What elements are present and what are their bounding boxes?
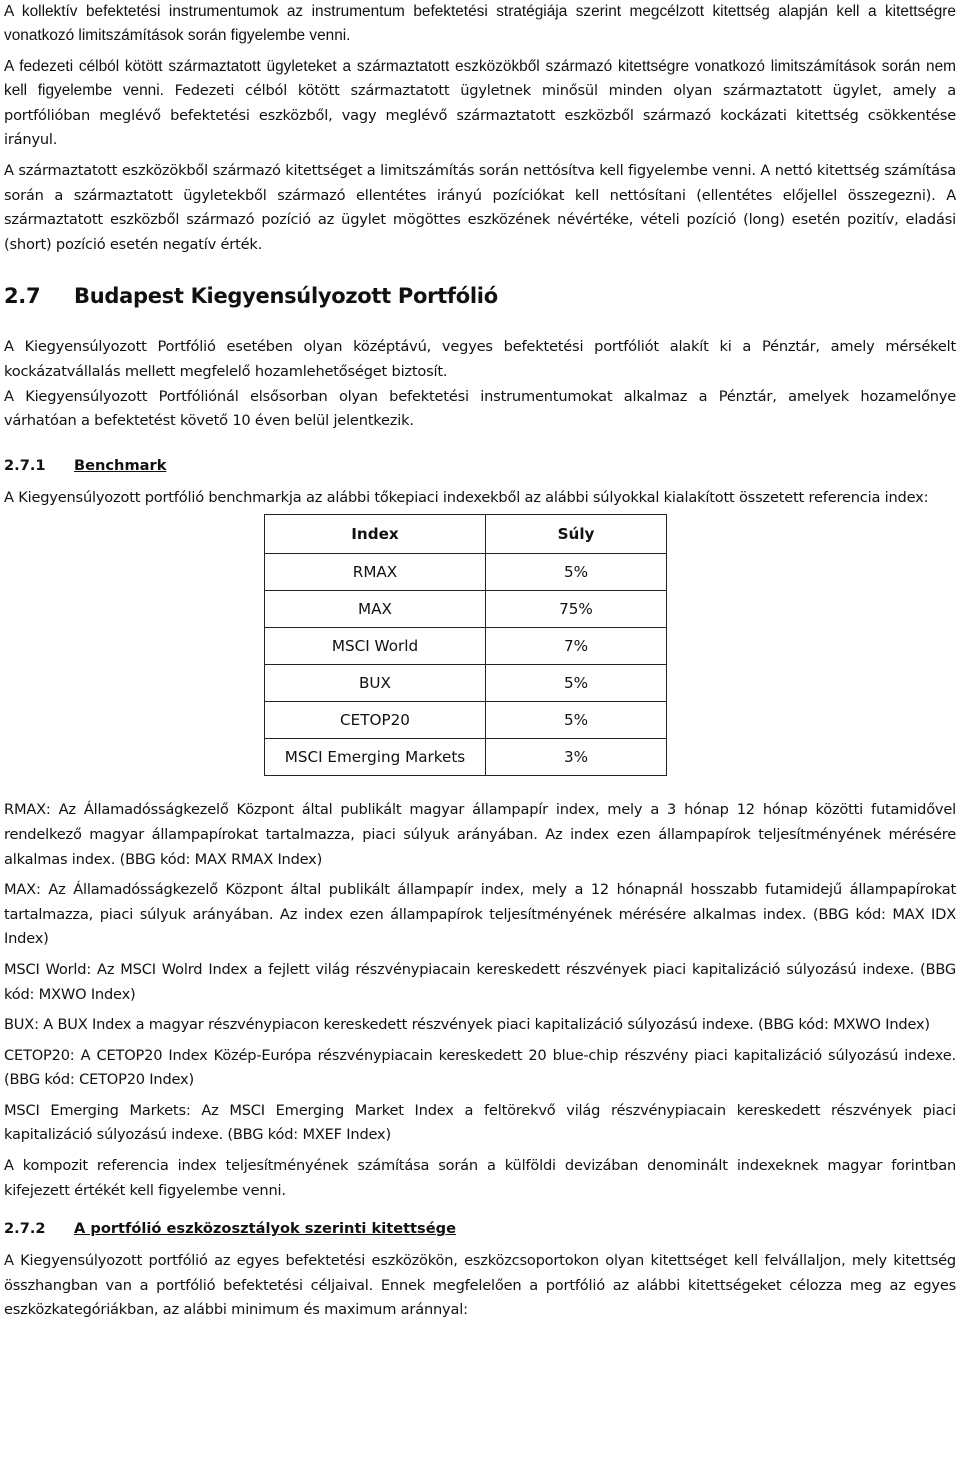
definition-max: MAX: Az Államadósságkezelő Központ által publikált állampapír index, mely a 12 hónapnál hosszabb futamidejű állampapírokat tartalmazza, piaci súlyuk arányában. Az index ezen állampapírok teljesítményének mérésére alkalmas index. (BBG kód: MAX IDX Index)	[4, 881, 956, 948]
definition-rmax: RMAX: Az Államadósságkezelő Központ által publikált magyar állampapír index, mely a 3 hónap 12 hónap közötti futamidővel rendelkező magyar állampapírokat tartalmazza, piaci súlyuk arányában. Az index ezen állampapírok teljesítményének mérésére alkalmas index. (BBG kód: MAX RMAX Index)	[4, 801, 956, 868]
composite-note: A kompozit referencia index teljesítményének számítása során a külföldi devizában denominált indexeknek magyar forintban kifejezett értékét kell figyelembe venni.	[4, 1157, 956, 1199]
table-cell-weight: 7%	[486, 628, 667, 665]
table-row	[265, 591, 667, 628]
table-row	[265, 665, 667, 702]
exposure-number: 2.7.2	[4, 1220, 46, 1238]
definition-cetop20: CETOP20: A CETOP20 Index Közép-Európa részvénypiacain kereskedett 20 blue-chip részvény piaci kapitalizáció súlyozású indexe. (BBG kód: CETOP20 Index)	[4, 1046, 956, 1089]
section-number: 2.7	[4, 284, 41, 309]
table-cell-index: MSCI World	[265, 628, 486, 665]
table-cell-weight: 5%	[486, 702, 667, 739]
intro-paragraph-2-cont: Fedezeti célból kötött származtatott ügyletnek minősül minden olyan származtatott ügylet, amely a portfólióban meglévő befektetési eszközből, vagy meglévő származtatott eszközből származó kockázati kitettség csökkentése irányul.	[4, 82, 956, 149]
intro-paragraph-3: A származtatott eszközökből származó kitettséget a limitszámítás során nettósítva kell figyelembe venni. A nettó kitettség számítása során a származtatott ügyletekből származó ellentétes irányú pozíciókat kell nettósítani (ellentétes előjellel összegezni). A származtatott eszközből származó pozíció az ügylet mögöttes eszközének névértéke, vételi pozíció (long) esetén pozitív, eladási (short) pozíció esetén negatív érték.	[4, 162, 956, 253]
benchmark-title: Benchmark	[74, 456, 167, 474]
table-header-row	[265, 515, 667, 554]
table-cell-index: RMAX	[265, 554, 486, 591]
benchmark-number: 2.7.1	[4, 456, 46, 474]
table-cell-index: MSCI Emerging Markets	[265, 739, 486, 776]
table-row	[265, 739, 667, 776]
table-cell-index: BUX	[265, 665, 486, 702]
exposure-heading	[4, 1209, 956, 1249]
exposure-title: A portfólió eszközosztályok szerinti kitettsége	[74, 1220, 456, 1238]
section-paragraph-1: A Kiegyensúlyozott Portfólió esetében olyan középtávú, vegyes befektetési portfóliót alakít ki a Pénztár, amely mérsékelt kockázatvállalás mellett megfelelő hozamlehetőséget biztosít.	[4, 338, 956, 380]
section-heading	[4, 269, 956, 323]
intro-paragraph-1: A kollektív befektetési instrumentumok az instrumentum befektetési stratégiája szerint megcélzott kitettség alapján kell a kitettségre vonatkozó limitszámítások során figyelembe venni.	[4, 3, 956, 45]
definition-msci-world: MSCI World: Az MSCI Wolrd Index a fejlett világ részvénypiacain kereskedett részvények piaci kapitalizáció súlyozású indexe. (BBG kód: MXWO Index)	[4, 960, 956, 1003]
definition-msci-em: MSCI Emerging Markets: Az MSCI Emerging Market Index a feltörekvő világ részvénypiacain kereskedett részvények piaci kapitalizáció súlyozású indexe. (BBG kód: MXEF Index)	[4, 1101, 956, 1144]
table-cell-index: MAX	[265, 591, 486, 628]
table-cell-weight: 75%	[486, 591, 667, 628]
table-cell-weight: 5%	[486, 665, 667, 702]
benchmark-heading	[4, 446, 956, 486]
exposure-paragraph: A Kiegyensúlyozott portfólió az egyes befektetési eszközökön, eszközcsoportokon olyan kitettséget kell felvállaljon, mely kitettség összhangban van a portfólió befektetési céljaival. Ennek megfelelően a portfólió az alábbi kitettségeket célozza meg az egyes eszközkategóriákban, az alábbi minimum és maximum aránnyal:	[4, 1252, 956, 1319]
table-cell-index: CETOP20	[265, 702, 486, 739]
intro-paragraph-2-arial: A fedezeti célból kötött származtatott ügyleteket a származtatott eszközökből származó kitettségre vonatkozó limitszámítások során nem kell figyelembe venni.	[4, 57, 956, 100]
benchmark-table	[264, 514, 667, 776]
table-row	[265, 702, 667, 739]
table-row	[265, 628, 667, 665]
table-cell-weight: 5%	[486, 554, 667, 591]
definition-bux: BUX: A BUX Index a magyar részvénypiacon kereskedett részvények piaci kapitalizáció súlyozású indexe. (BBG kód: MXWO Index)	[4, 1016, 930, 1034]
benchmark-intro: A Kiegyensúlyozott portfólió benchmarkja az alábbi tőkepiaci indexekből az alábbi súlyokkal kialakított összetett referencia index:	[4, 488, 929, 506]
intro-paragraph-2	[4, 55, 956, 153]
section-paragraph-2: A Kiegyensúlyozott Portfóliónál elsősorban olyan befektetési instrumentumokat alkalmaz a Pénztár, amelyek hozamelőnye várhatóan a befektetést követő 10 éven belül jelentkezik.	[4, 387, 956, 430]
table-cell-weight: 3%	[486, 739, 667, 776]
section-title: Budapest Kiegyensúlyozott Portfólió	[74, 284, 498, 309]
table-row	[265, 554, 667, 591]
table-header-index: Index	[265, 515, 486, 554]
table-header-weight: Súly	[486, 515, 667, 554]
